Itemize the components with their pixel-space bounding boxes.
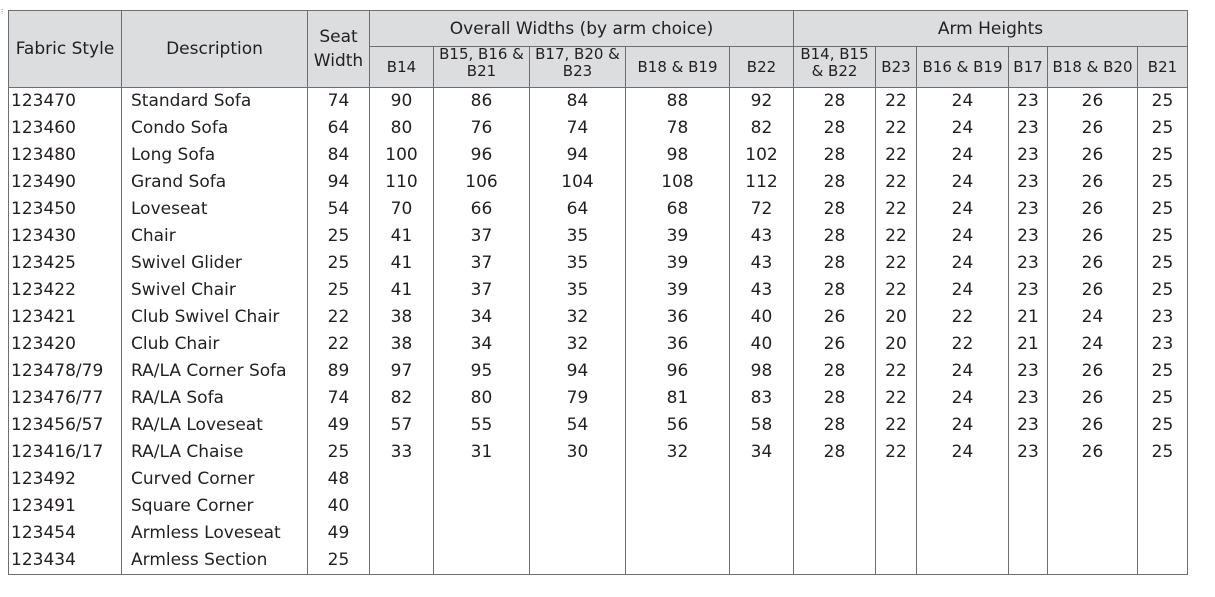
overall-width-cell: 32 [530,304,626,331]
arm-height-cell: 24 [917,412,1009,439]
table-row [9,385,1188,412]
fabric-style-cell: 123420 [9,331,122,358]
table-row [9,466,1188,493]
overall-width-cell: 74 [530,115,626,142]
arm-height-cell: 25 [1138,412,1188,439]
arm-height-cell [1048,493,1138,520]
arm-height-cell: 24 [917,196,1009,223]
overall-width-cell [626,547,730,575]
arm-height-cell: 24 [1048,304,1138,331]
overall-width-cell [730,493,794,520]
arm-height-cell [794,547,876,575]
arm-height-cell [876,493,917,520]
overall-width-cell [370,547,434,575]
overall-width-cell: 35 [530,250,626,277]
arm-height-cell [794,493,876,520]
overall-width-cell: 81 [626,385,730,412]
arm-height-cell: 24 [917,250,1009,277]
arm-height-cell: 24 [917,169,1009,196]
overall-width-cell: 95 [434,358,530,385]
arm-height-cell: 23 [1009,439,1048,466]
arm-height-cell: 28 [794,277,876,304]
arm-height-cell: 24 [917,88,1009,116]
overall-width-cell: 96 [626,358,730,385]
arm-height-cell: 26 [1048,250,1138,277]
table-row [9,520,1188,547]
description-cell: Armless Loveseat [122,520,308,547]
overall-width-cell: 80 [434,385,530,412]
arm-height-cell: 21 [1009,304,1048,331]
arm-height-cell: 26 [794,304,876,331]
dimensions-table [8,10,1188,575]
overall-width-cell: 84 [530,88,626,116]
arm-height-cell [876,520,917,547]
seat-width-cell: 25 [308,223,370,250]
arm-height-cell: 23 [1138,304,1188,331]
arm-height-cell: 22 [876,439,917,466]
overall-width-cell [730,466,794,493]
arm-height-cell: 24 [917,277,1009,304]
overall-width-cell: 34 [730,439,794,466]
description-header: Description [122,11,308,88]
description-cell: RA/LA Chaise [122,439,308,466]
arm-height-cell: 22 [876,250,917,277]
arm-height-cell: 23 [1009,277,1048,304]
overall-widths-header: Overall Widths (by arm choice) [370,11,794,47]
description-cell: Long Sofa [122,142,308,169]
overall-width-cell: 40 [730,331,794,358]
overall-width-cell: 38 [370,331,434,358]
overall-width-cell: 30 [530,439,626,466]
fabric-style-cell: 123480 [9,142,122,169]
corner-mark: ⁝ [1,8,4,16]
arm-height-cell: 23 [1138,331,1188,358]
arm-height-cell: 24 [917,358,1009,385]
overall-width-cell: 36 [626,304,730,331]
fabric-style-cell: 123416/17 [9,439,122,466]
arm-height-cell: 23 [1009,385,1048,412]
overall-width-cell: 43 [730,277,794,304]
arm-height-cell: 26 [1048,439,1138,466]
overall-width-cell: 33 [370,439,434,466]
overall-width-cell [730,520,794,547]
arm-height-cell: 24 [917,142,1009,169]
arm-height-cell: 23 [1009,196,1048,223]
overall-width-cell: 64 [530,196,626,223]
description-cell: Curved Corner [122,466,308,493]
fabric-style-cell: 123490 [9,169,122,196]
overall-width-cell [434,520,530,547]
seat-width-cell: 74 [308,385,370,412]
overall-width-cell: 97 [370,358,434,385]
arm-height-cell: 23 [1009,223,1048,250]
fabric-style-cell: 123476/77 [9,385,122,412]
arm-height-cell: 22 [876,358,917,385]
arm-height-cell [1009,547,1048,575]
description-cell: Loveseat [122,196,308,223]
arm-height-cell [917,466,1009,493]
table-row [9,358,1188,385]
arm-height-cell [1138,466,1188,493]
overall-width-cell [370,520,434,547]
table-row [9,439,1188,466]
height-col-header: B16 & B19 [917,47,1009,88]
seat-width-header: Seat Width [308,11,370,88]
overall-width-cell: 112 [730,169,794,196]
overall-width-cell: 86 [434,88,530,116]
arm-height-cell: 23 [1009,358,1048,385]
description-cell: Swivel Glider [122,250,308,277]
description-cell: Swivel Chair [122,277,308,304]
overall-width-cell: 98 [626,142,730,169]
seat-width-cell: 54 [308,196,370,223]
arm-height-cell: 26 [1048,169,1138,196]
overall-width-cell: 66 [434,196,530,223]
overall-width-cell: 54 [530,412,626,439]
arm-height-cell: 26 [1048,412,1138,439]
arm-height-cell: 25 [1138,88,1188,116]
arm-height-cell: 22 [876,115,917,142]
seat-width-cell: 74 [308,88,370,116]
overall-width-cell: 72 [730,196,794,223]
overall-width-cell: 57 [370,412,434,439]
arm-height-cell [1048,547,1138,575]
width-col-header: B22 [730,47,794,88]
overall-width-cell: 102 [730,142,794,169]
overall-width-cell: 104 [530,169,626,196]
arm-height-cell [917,493,1009,520]
arm-height-cell: 26 [1048,115,1138,142]
arm-height-cell: 22 [876,196,917,223]
table-row [9,196,1188,223]
description-cell: Condo Sofa [122,115,308,142]
arm-height-cell: 28 [794,169,876,196]
arm-height-cell: 25 [1138,250,1188,277]
arm-height-cell: 25 [1138,277,1188,304]
overall-width-cell: 56 [626,412,730,439]
overall-width-cell [626,520,730,547]
arm-height-cell: 26 [794,331,876,358]
arm-height-cell: 22 [876,142,917,169]
overall-width-cell: 36 [626,331,730,358]
arm-height-cell [1009,520,1048,547]
arm-height-cell: 22 [876,412,917,439]
overall-width-cell [434,466,530,493]
seat-width-cell: 40 [308,493,370,520]
overall-width-cell: 96 [434,142,530,169]
arm-height-cell: 23 [1009,412,1048,439]
description-cell: RA/LA Sofa [122,385,308,412]
overall-width-cell: 90 [370,88,434,116]
arm-height-cell: 22 [876,88,917,116]
seat-width-cell: 49 [308,520,370,547]
overall-width-cell: 110 [370,169,434,196]
overall-width-cell: 31 [434,439,530,466]
description-cell: Grand Sofa [122,169,308,196]
overall-width-cell: 41 [370,250,434,277]
arm-height-cell: 22 [876,277,917,304]
overall-width-cell: 38 [370,304,434,331]
arm-height-cell [1138,547,1188,575]
arm-height-cell: 25 [1138,142,1188,169]
arm-height-cell: 23 [1009,250,1048,277]
overall-width-cell [626,493,730,520]
arm-height-cell: 24 [917,115,1009,142]
seat-width-cell: 94 [308,169,370,196]
overall-width-cell [530,466,626,493]
arm-height-cell: 20 [876,331,917,358]
arm-height-cell [917,547,1009,575]
overall-width-cell: 35 [530,277,626,304]
arm-height-cell: 26 [1048,358,1138,385]
table-header [9,11,1188,88]
overall-width-cell: 43 [730,223,794,250]
width-col-header: B14 [370,47,434,88]
overall-width-cell: 88 [626,88,730,116]
fabric-style-cell: 123491 [9,493,122,520]
arm-height-cell: 26 [1048,88,1138,116]
arm-height-cell: 28 [794,196,876,223]
description-cell: Chair [122,223,308,250]
arm-height-cell: 22 [876,385,917,412]
arm-height-cell [1048,520,1138,547]
arm-height-cell: 25 [1138,115,1188,142]
seat-width-cell: 89 [308,358,370,385]
overall-width-cell [530,547,626,575]
fabric-style-cell: 123492 [9,466,122,493]
overall-width-cell: 80 [370,115,434,142]
overall-width-cell: 70 [370,196,434,223]
overall-width-cell: 79 [530,385,626,412]
overall-width-cell: 98 [730,358,794,385]
overall-width-cell: 100 [370,142,434,169]
overall-width-cell: 37 [434,277,530,304]
fabric-style-cell: 123456/57 [9,412,122,439]
seat-width-cell: 84 [308,142,370,169]
arm-height-cell: 20 [876,304,917,331]
arm-height-cell: 28 [794,88,876,116]
arm-height-cell: 26 [1048,385,1138,412]
overall-width-cell: 32 [626,439,730,466]
arm-height-cell: 23 [1009,115,1048,142]
overall-width-cell: 94 [530,358,626,385]
table-row [9,277,1188,304]
arm-height-cell: 24 [1048,331,1138,358]
seat-width-cell: 25 [308,439,370,466]
table-row [9,250,1188,277]
table-row [9,493,1188,520]
arm-height-cell: 28 [794,439,876,466]
arm-heights-header: Arm Heights [794,11,1188,47]
table-row [9,412,1188,439]
height-col-header: B14, B15 & B22 [794,47,876,88]
overall-width-cell [626,466,730,493]
arm-height-cell: 22 [917,331,1009,358]
fabric-style-cell: 123450 [9,196,122,223]
table-row [9,331,1188,358]
overall-width-cell [434,493,530,520]
width-col-header: B15, B16 & B21 [434,47,530,88]
overall-width-cell [730,547,794,575]
arm-height-cell: 25 [1138,223,1188,250]
arm-height-cell: 24 [917,385,1009,412]
overall-width-cell: 82 [730,115,794,142]
seat-width-cell: 64 [308,115,370,142]
seat-width-cell: 49 [308,412,370,439]
table-row [9,547,1188,575]
overall-width-cell: 41 [370,277,434,304]
seat-width-cell: 22 [308,304,370,331]
overall-width-cell [530,520,626,547]
arm-height-cell: 24 [917,439,1009,466]
overall-width-cell: 83 [730,385,794,412]
arm-height-cell: 22 [876,223,917,250]
overall-width-cell: 32 [530,331,626,358]
arm-height-cell: 25 [1138,439,1188,466]
height-col-header: B23 [876,47,917,88]
overall-width-cell: 76 [434,115,530,142]
arm-height-cell: 26 [1048,223,1138,250]
overall-width-cell: 34 [434,331,530,358]
description-cell: RA/LA Loveseat [122,412,308,439]
overall-width-cell: 82 [370,385,434,412]
table-row [9,304,1188,331]
arm-height-cell [876,466,917,493]
overall-width-cell: 37 [434,250,530,277]
arm-height-cell: 23 [1009,88,1048,116]
arm-height-cell [1048,466,1138,493]
overall-width-cell: 39 [626,250,730,277]
fabric-style-cell: 123478/79 [9,358,122,385]
height-col-header: B17 [1009,47,1048,88]
arm-height-cell [1138,493,1188,520]
arm-height-cell [917,520,1009,547]
arm-height-cell: 28 [794,250,876,277]
overall-width-cell: 108 [626,169,730,196]
fabric-style-header: Fabric Style [9,11,122,88]
fabric-style-cell: 123425 [9,250,122,277]
table-row [9,115,1188,142]
arm-height-cell: 28 [794,358,876,385]
seat-width-cell: 22 [308,331,370,358]
fabric-style-cell: 123434 [9,547,122,575]
height-col-header: B18 & B20 [1048,47,1138,88]
arm-height-cell: 25 [1138,196,1188,223]
arm-height-cell [794,520,876,547]
overall-width-cell [370,466,434,493]
arm-height-cell: 24 [917,223,1009,250]
arm-height-cell [876,547,917,575]
description-cell: Club Chair [122,331,308,358]
arm-height-cell: 21 [1009,331,1048,358]
arm-height-cell: 25 [1138,169,1188,196]
arm-height-cell [794,466,876,493]
overall-width-cell: 37 [434,223,530,250]
fabric-style-cell: 123430 [9,223,122,250]
overall-width-cell: 94 [530,142,626,169]
overall-width-cell [530,493,626,520]
arm-height-cell: 28 [794,412,876,439]
table-row [9,142,1188,169]
arm-height-cell: 26 [1048,196,1138,223]
arm-height-cell: 28 [794,115,876,142]
arm-height-cell: 22 [917,304,1009,331]
fabric-style-cell: 123460 [9,115,122,142]
arm-height-cell: 23 [1009,169,1048,196]
seat-width-cell: 25 [308,547,370,575]
description-cell: Club Swivel Chair [122,304,308,331]
height-col-header: B21 [1138,47,1188,88]
width-col-header: B17, B20 & B23 [530,47,626,88]
table-row [9,223,1188,250]
overall-width-cell: 34 [434,304,530,331]
overall-width-cell: 58 [730,412,794,439]
overall-width-cell: 68 [626,196,730,223]
description-cell: Armless Section [122,547,308,575]
arm-height-cell: 22 [876,169,917,196]
overall-width-cell: 40 [730,304,794,331]
overall-width-cell: 55 [434,412,530,439]
overall-width-cell: 41 [370,223,434,250]
description-cell: Standard Sofa [122,88,308,116]
seat-width-cell: 25 [308,250,370,277]
seat-width-cell: 48 [308,466,370,493]
width-col-header: B18 & B19 [626,47,730,88]
overall-width-cell: 78 [626,115,730,142]
fabric-style-cell: 123422 [9,277,122,304]
overall-width-cell [434,547,530,575]
arm-height-cell [1009,493,1048,520]
table-body [9,88,1188,575]
arm-height-cell: 26 [1048,142,1138,169]
fabric-style-cell: 123470 [9,88,122,116]
arm-height-cell: 25 [1138,358,1188,385]
arm-height-cell: 28 [794,223,876,250]
arm-height-cell: 28 [794,142,876,169]
fabric-style-cell: 123454 [9,520,122,547]
arm-height-cell: 28 [794,385,876,412]
description-cell: RA/LA Corner Sofa [122,358,308,385]
arm-height-cell: 26 [1048,277,1138,304]
arm-height-cell: 25 [1138,385,1188,412]
arm-height-cell [1138,520,1188,547]
overall-width-cell: 39 [626,223,730,250]
overall-width-cell: 39 [626,277,730,304]
overall-width-cell: 35 [530,223,626,250]
fabric-style-cell: 123421 [9,304,122,331]
seat-width-cell: 25 [308,277,370,304]
overall-width-cell: 92 [730,88,794,116]
table-row [9,88,1188,116]
overall-width-cell: 43 [730,250,794,277]
arm-height-cell: 23 [1009,142,1048,169]
description-cell: Square Corner [122,493,308,520]
overall-width-cell: 106 [434,169,530,196]
overall-width-cell [370,493,434,520]
arm-height-cell [1009,466,1048,493]
table-row [9,169,1188,196]
